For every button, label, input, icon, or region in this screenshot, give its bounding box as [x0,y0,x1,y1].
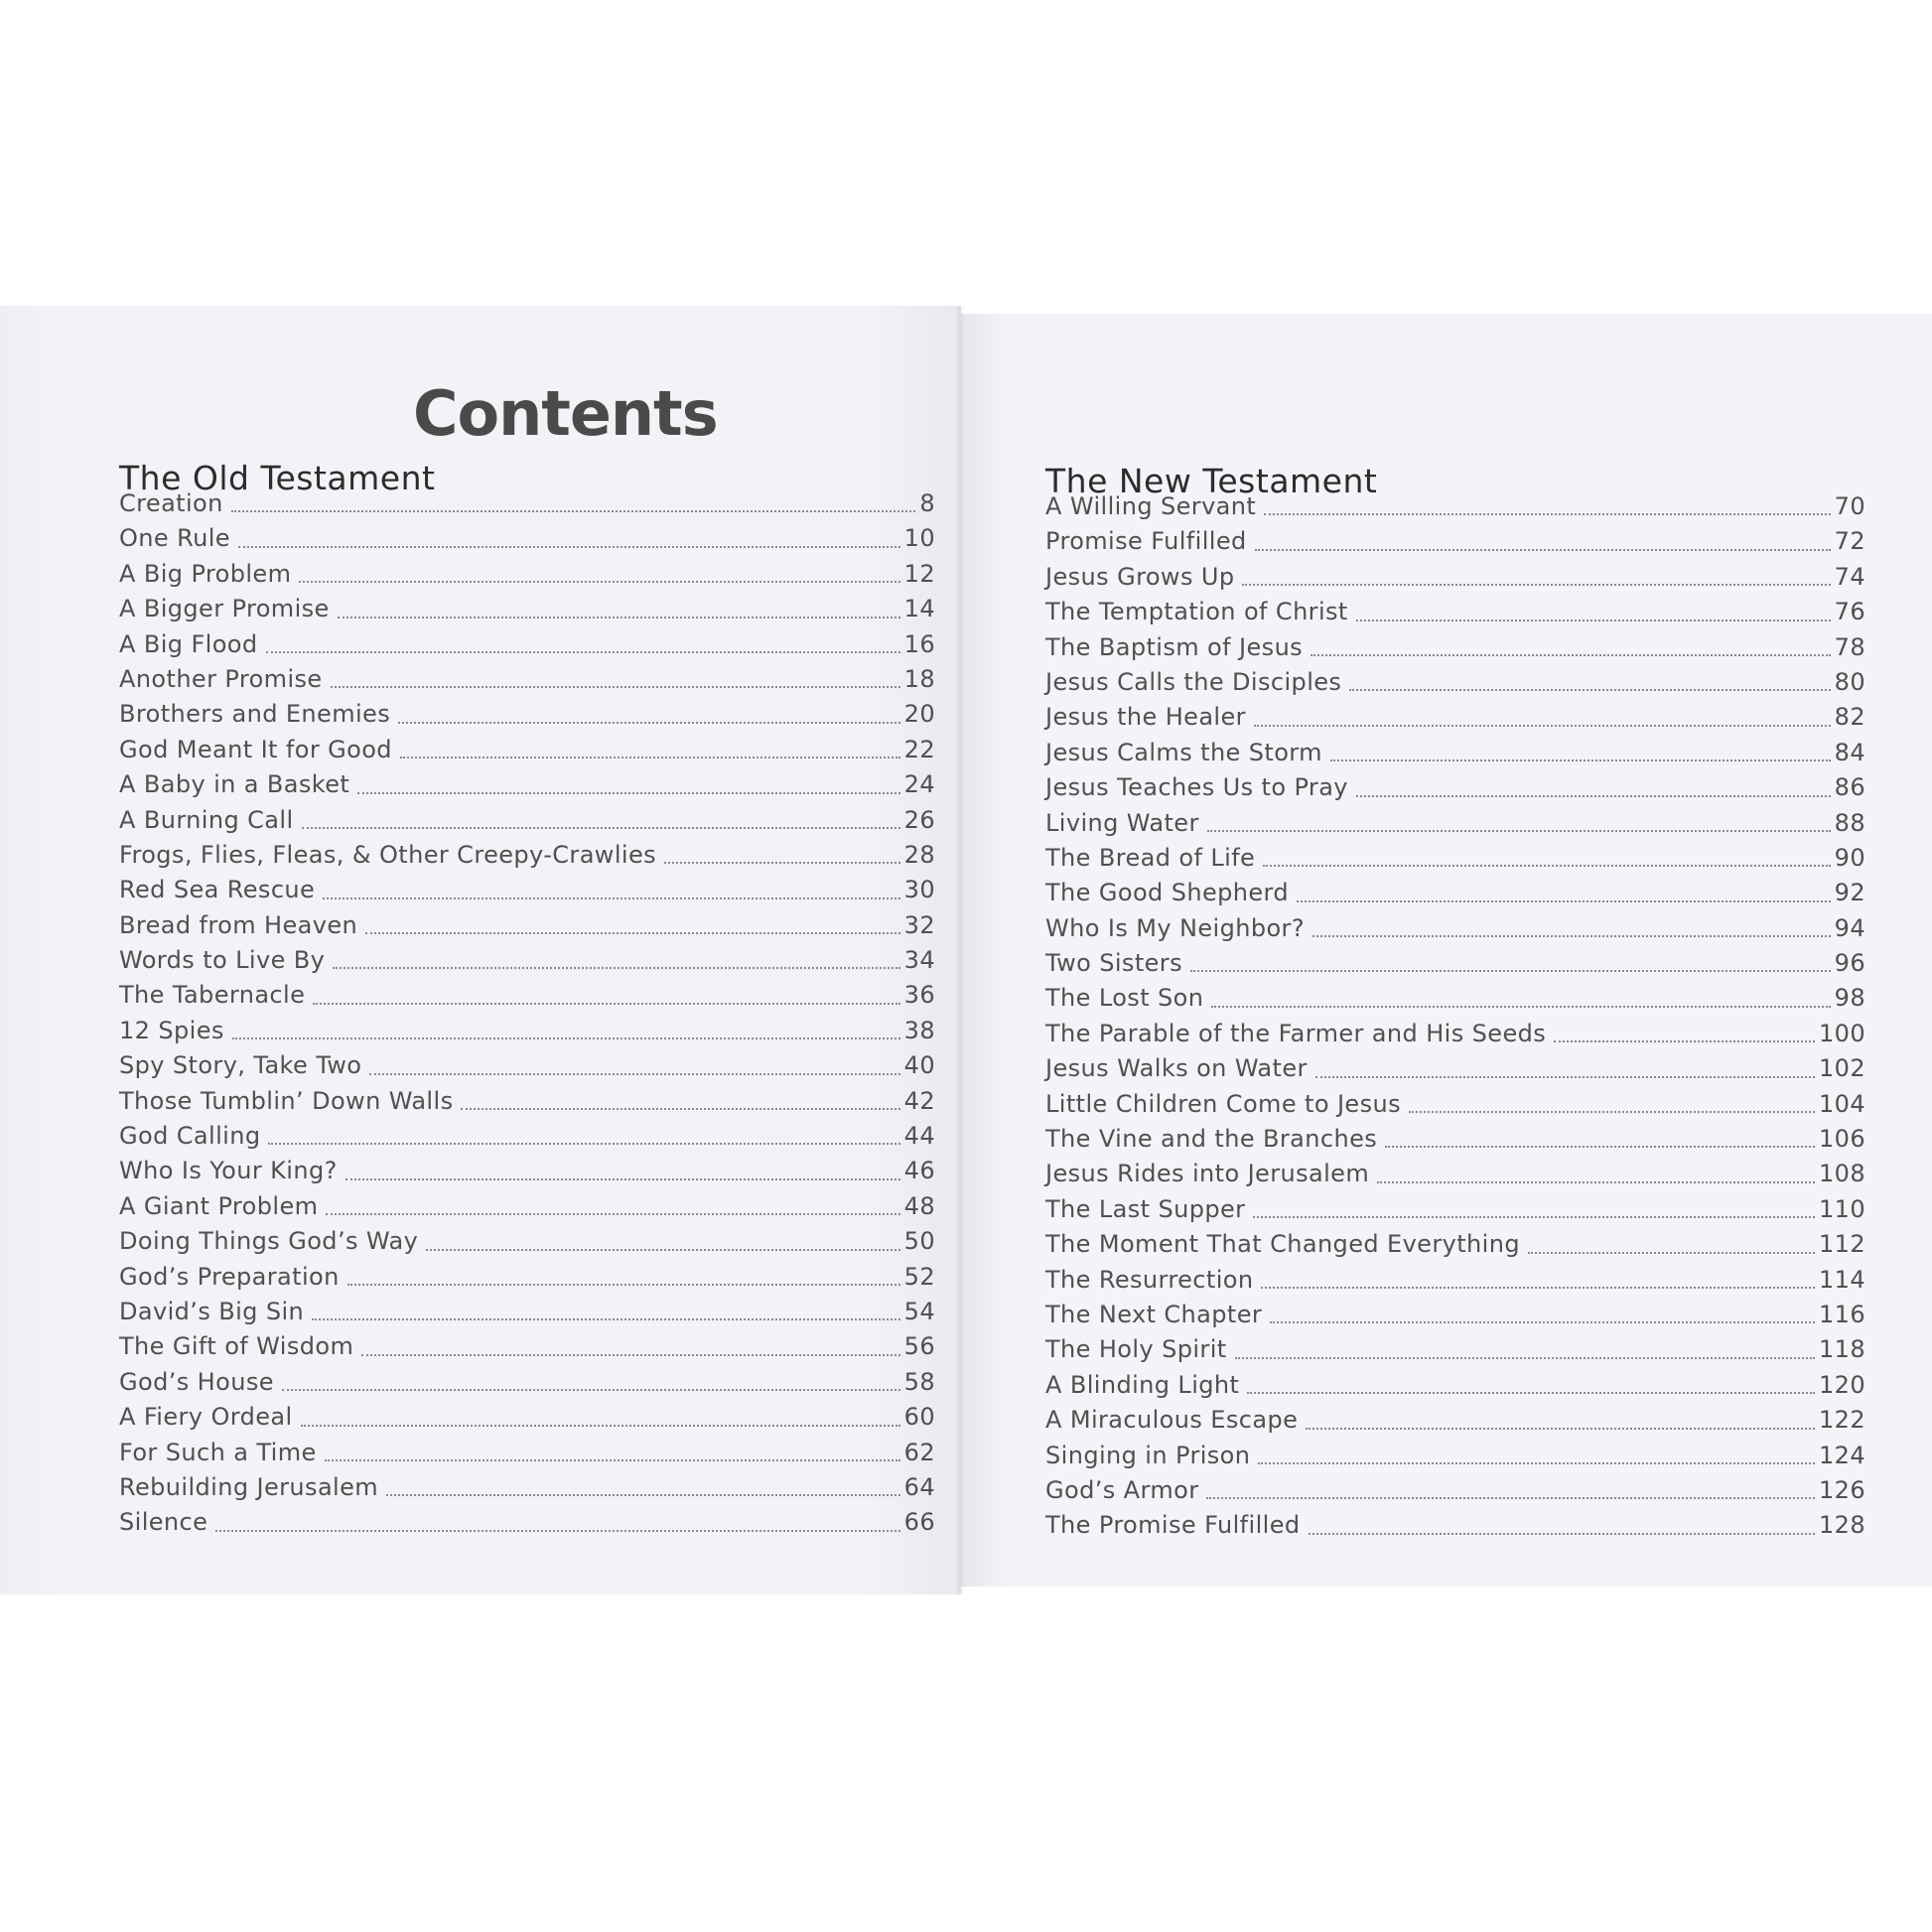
toc-entry-page-number: 60 [903,1403,935,1432]
toc-entry-title: A Willing Servant [1045,492,1257,520]
dot-leader [1206,1497,1815,1499]
toc-entry-page-number: 124 [1818,1441,1865,1469]
toc-entry-title: Rebuilding Jerusalem [119,1472,379,1501]
toc-entry-title: God Calling [119,1122,261,1151]
dot-leader [1242,584,1830,586]
toc-entry [1045,700,1865,735]
toc-entry-page-number: 94 [1834,913,1865,942]
dot-leader [1377,1181,1815,1183]
toc-entry [119,978,935,1013]
toc-entry-page-number: 116 [1818,1300,1865,1328]
toc-entry-title: Jesus the Healer [1045,703,1246,732]
toc-entry-title: Creation [119,489,223,517]
toc-entry-page-number: 92 [1834,879,1865,907]
toc-entry-page-number: 96 [1834,949,1865,978]
dot-leader [1385,1146,1815,1148]
toc-entry-title: For Such a Time [119,1438,317,1466]
toc-entry-title: Promise Fulfilled [1045,527,1247,556]
toc-entry-page-number: 66 [903,1508,935,1537]
toc-entry [1045,1051,1865,1086]
toc-entry [119,1365,935,1400]
toc-entry-page-number: 120 [1818,1370,1865,1399]
toc-entry-title: Jesus Teaches Us to Pray [1045,773,1348,802]
toc-entry-title: Words to Live By [119,946,326,975]
toc-entry-title: The Resurrection [1045,1265,1254,1294]
dot-leader [302,827,900,829]
toc-entry-title: The Good Shepherd [1045,879,1289,907]
dot-leader [301,1425,900,1427]
dot-leader [1315,1076,1815,1078]
toc-entry-page-number: 112 [1818,1230,1865,1259]
dot-leader [231,510,916,512]
toc-entry-page-number: 54 [903,1297,935,1325]
toc-entry-title: The Bread of Life [1045,843,1256,872]
toc-entry-title: The Gift of Wisdom [119,1332,354,1361]
toc-entry [1045,489,1865,524]
toc-entry-page-number: 26 [903,805,935,834]
dot-leader [1409,1111,1815,1113]
new-testament-toc [1045,489,1865,1544]
toc-entry-page-number: 74 [1834,562,1865,591]
toc-entry [119,557,935,592]
toc-entry [1045,1473,1865,1508]
toc-entry-page-number: 88 [1834,808,1865,837]
dot-leader [1306,1428,1815,1430]
toc-entry-title: Jesus Calls the Disciples [1045,667,1342,696]
toc-entry-page-number: 38 [903,1016,935,1044]
toc-entry-page-number: 84 [1834,738,1865,766]
toc-entry-page-number: 24 [903,770,935,799]
dot-leader [365,932,900,934]
toc-entry-page-number: 78 [1834,632,1865,661]
toc-entry-page-number: 30 [903,876,935,904]
dot-leader [426,1249,899,1251]
toc-entry [119,1260,935,1295]
toc-entry [1045,1087,1865,1122]
toc-entry [119,767,935,802]
dot-leader [1255,549,1831,551]
toc-entry-title: Who Is My Neighbor? [1045,913,1305,942]
toc-entry-page-number: 102 [1818,1054,1865,1083]
toc-entry-page-number: 40 [903,1051,935,1080]
toc-entry-title: God’s House [119,1367,274,1396]
dot-leader [1211,1006,1830,1008]
dot-leader [1207,830,1831,832]
toc-entry-title: Jesus Rides into Jerusalem [1045,1160,1370,1188]
toc-entry-page-number: 110 [1818,1194,1865,1223]
toc-entry [1045,1508,1865,1543]
toc-entry [119,486,935,521]
toc-entry [1045,524,1865,559]
toc-entry [1045,841,1865,876]
toc-entry [1045,1298,1865,1332]
dot-leader [1261,1287,1815,1289]
toc-entry [119,1505,935,1540]
dot-leader [1297,900,1831,902]
dot-leader [299,581,899,583]
toc-entry [1045,1263,1865,1298]
toc-entry-title: A Burning Call [119,805,294,834]
dot-leader [326,1213,899,1215]
toc-entry [119,803,935,838]
dot-leader [268,1143,899,1145]
toc-entry-page-number: 32 [903,910,935,939]
toc-entry-page-number: 100 [1818,1019,1865,1047]
toc-entry-page-number: 50 [903,1227,935,1256]
toc-entry-page-number: 18 [903,664,935,693]
toc-entry-title: 12 Spies [119,1016,224,1044]
toc-entry [119,873,935,907]
dot-leader [232,1037,900,1039]
dot-leader [1264,513,1830,515]
toc-entry-page-number: 8 [919,489,935,517]
dot-leader [398,722,900,724]
toc-entry-page-number: 42 [903,1086,935,1115]
toc-entry-title: David’s Big Sin [119,1297,305,1325]
toc-entry-title: Doing Things God’s Way [119,1227,419,1256]
toc-entry-page-number: 36 [903,981,935,1010]
toc-entry-page-number: 62 [903,1438,935,1466]
toc-entry-page-number: 118 [1818,1335,1865,1364]
toc-entry-page-number: 108 [1818,1160,1865,1188]
toc-entry-page-number: 106 [1818,1125,1865,1154]
dot-leader [1330,759,1831,761]
toc-entry [119,1084,935,1119]
dot-leader [1356,620,1831,621]
toc-entry-page-number: 82 [1834,703,1865,732]
toc-entry-title: A Baby in a Basket [119,770,350,799]
toc-entry [1045,595,1865,629]
dot-leader [1253,1216,1815,1218]
toc-entry [1045,1227,1865,1262]
toc-entry-page-number: 104 [1818,1089,1865,1118]
toc-entry-title: A Blinding Light [1045,1370,1240,1399]
toc-entry-title: The Baptism of Jesus [1045,632,1304,661]
dot-leader [325,1459,900,1461]
toc-entry [119,838,935,873]
dot-leader [400,757,900,759]
toc-entry-page-number: 46 [903,1157,935,1185]
toc-entry-title: The Promise Fulfilled [1045,1511,1301,1540]
toc-entry-title: A Giant Problem [119,1191,319,1220]
toc-entry-title: Little Children Come to Jesus [1045,1089,1402,1118]
toc-entry [1045,1017,1865,1051]
toc-entry [119,1048,935,1083]
toc-entry [119,1436,935,1470]
toc-entry-page-number: 16 [903,629,935,658]
toc-entry [1045,1439,1865,1473]
dot-leader [1235,1357,1815,1359]
dot-leader [345,1178,900,1180]
dot-leader [361,1354,899,1356]
toc-entry-title: God Meant It for Good [119,735,392,763]
dot-leader [1356,795,1831,797]
toc-entry-page-number: 126 [1818,1475,1865,1504]
dot-leader [338,617,900,619]
toc-entry-page-number: 22 [903,735,935,763]
toc-entry-title: The Temptation of Christ [1045,598,1348,626]
toc-entry-page-number: 114 [1818,1265,1865,1294]
toc-entry-title: Jesus Walks on Water [1045,1054,1308,1083]
toc-entry-title: Silence [119,1508,208,1537]
toc-entry-title: Jesus Grows Up [1045,562,1235,591]
toc-entry-page-number: 14 [903,595,935,623]
dot-leader [347,1284,900,1286]
toc-entry [119,1400,935,1435]
toc-entry-page-number: 90 [1834,843,1865,872]
toc-entry [119,592,935,626]
toc-entry-title: The Holy Spirit [1045,1335,1227,1364]
toc-entry-page-number: 80 [1834,667,1865,696]
dot-leader [266,651,900,653]
dot-leader [1190,970,1831,972]
toc-entry-title: The Last Supper [1045,1194,1246,1223]
old-testament-heading: The Old Testament [119,459,436,498]
toc-entry-page-number: 70 [1834,492,1865,520]
dot-leader [238,546,900,548]
toc-entry-title: Who Is Your King? [119,1157,338,1185]
toc-entry-page-number: 98 [1834,984,1865,1013]
dot-leader [1309,1533,1815,1535]
toc-entry [1045,630,1865,665]
toc-entry [1045,946,1865,981]
toc-entry-page-number: 44 [903,1122,935,1151]
toc-entry [1045,1157,1865,1191]
toc-entry-page-number: 20 [903,700,935,729]
toc-entry-title: Those Tumblin’ Down Walls [119,1086,454,1115]
toc-entry-title: Two Sisters [1045,949,1182,978]
dot-leader [1254,725,1831,727]
toc-entry [119,1189,935,1224]
toc-entry-title: A Miraculous Escape [1045,1406,1299,1435]
book-gutter [955,306,965,1594]
new-testament-heading: The New Testament [1045,462,1378,501]
toc-entry-title: The Tabernacle [119,981,306,1010]
toc-entry [119,1014,935,1048]
dot-leader [331,686,900,688]
toc-entry [1045,1403,1865,1438]
old-testament-toc [119,486,935,1541]
toc-entry [1045,1332,1865,1367]
toc-entry [1045,665,1865,700]
dot-leader [1263,865,1830,867]
dot-leader [333,967,899,969]
dot-leader [1311,654,1831,656]
dot-leader [664,862,900,864]
toc-entry [1045,560,1865,595]
toc-entry-page-number: 48 [903,1191,935,1220]
toc-entry-title: Red Sea Rescue [119,876,316,904]
toc-entry-title: Brothers and Enemies [119,700,391,729]
page-title: Contents [413,376,718,450]
dot-leader [1528,1252,1815,1254]
dot-leader [215,1530,899,1532]
dot-leader [313,1003,899,1005]
toc-entry [1045,876,1865,910]
toc-entry [119,1224,935,1259]
toc-entry [119,1119,935,1154]
toc-entry-title: Another Promise [119,664,323,693]
toc-entry [1045,1122,1865,1157]
toc-entry-page-number: 64 [903,1472,935,1501]
toc-entry-title: Living Water [1045,808,1199,837]
dot-leader [282,1389,900,1391]
toc-entry-page-number: 56 [903,1332,935,1361]
toc-entry [119,662,935,697]
toc-entry-title: Singing in Prison [1045,1441,1251,1469]
toc-entry-page-number: 58 [903,1367,935,1396]
toc-entry [119,627,935,662]
dot-leader [386,1494,900,1496]
toc-entry [119,1295,935,1329]
toc-entry [119,1329,935,1364]
toc-entry-page-number: 10 [903,524,935,553]
toc-entry [1045,981,1865,1016]
dot-leader [1349,689,1830,691]
toc-entry-title: God’s Armor [1045,1475,1199,1504]
toc-entry-title: The Lost Son [1045,984,1204,1013]
toc-entry-page-number: 122 [1818,1406,1865,1435]
toc-entry [1045,736,1865,770]
dot-leader [1247,1392,1815,1394]
toc-entry-title: The Parable of the Farmer and His Seeds [1045,1019,1547,1047]
dot-leader [1554,1040,1815,1042]
toc-entry-page-number: 86 [1834,773,1865,802]
dot-leader [369,1073,899,1075]
toc-entry-title: A Bigger Promise [119,595,330,623]
dot-leader [1270,1321,1815,1323]
toc-entry-page-number: 34 [903,946,935,975]
toc-entry [119,908,935,943]
dot-leader [461,1108,899,1110]
toc-entry [1045,770,1865,805]
dot-leader [357,792,899,794]
toc-entry-title: Jesus Calms the Storm [1045,738,1322,766]
toc-entry-page-number: 128 [1818,1511,1865,1540]
dot-leader [323,897,899,899]
toc-entry-page-number: 52 [903,1262,935,1291]
toc-entry [1045,1192,1865,1227]
toc-entry [119,1470,935,1505]
toc-entry-title: Bread from Heaven [119,910,358,939]
dot-leader [312,1318,899,1320]
dot-leader [1312,935,1831,937]
toc-entry-title: God’s Preparation [119,1262,340,1291]
toc-entry-title: A Big Problem [119,559,292,588]
toc-entry-title: A Big Flood [119,629,258,658]
toc-entry-page-number: 76 [1834,598,1865,626]
toc-entry-title: One Rule [119,524,230,553]
toc-entry [119,521,935,556]
toc-entry [1045,806,1865,841]
toc-entry-title: Frogs, Flies, Fleas, & Other Creepy-Crawlies [119,840,657,869]
toc-entry-page-number: 12 [903,559,935,588]
dot-leader [1258,1462,1815,1464]
toc-entry [1045,911,1865,946]
toc-entry [119,697,935,732]
toc-entry-page-number: 28 [903,840,935,869]
toc-entry [119,943,935,978]
toc-entry-page-number: 72 [1834,527,1865,556]
toc-entry-title: Spy Story, Take Two [119,1051,362,1080]
toc-entry [119,1154,935,1188]
toc-entry-title: A Fiery Ordeal [119,1403,293,1432]
toc-entry [1045,1368,1865,1403]
toc-entry [119,733,935,767]
toc-entry-title: The Vine and the Branches [1045,1125,1378,1154]
toc-entry-title: The Next Chapter [1045,1300,1263,1328]
toc-entry-title: The Moment That Changed Everything [1045,1230,1520,1259]
